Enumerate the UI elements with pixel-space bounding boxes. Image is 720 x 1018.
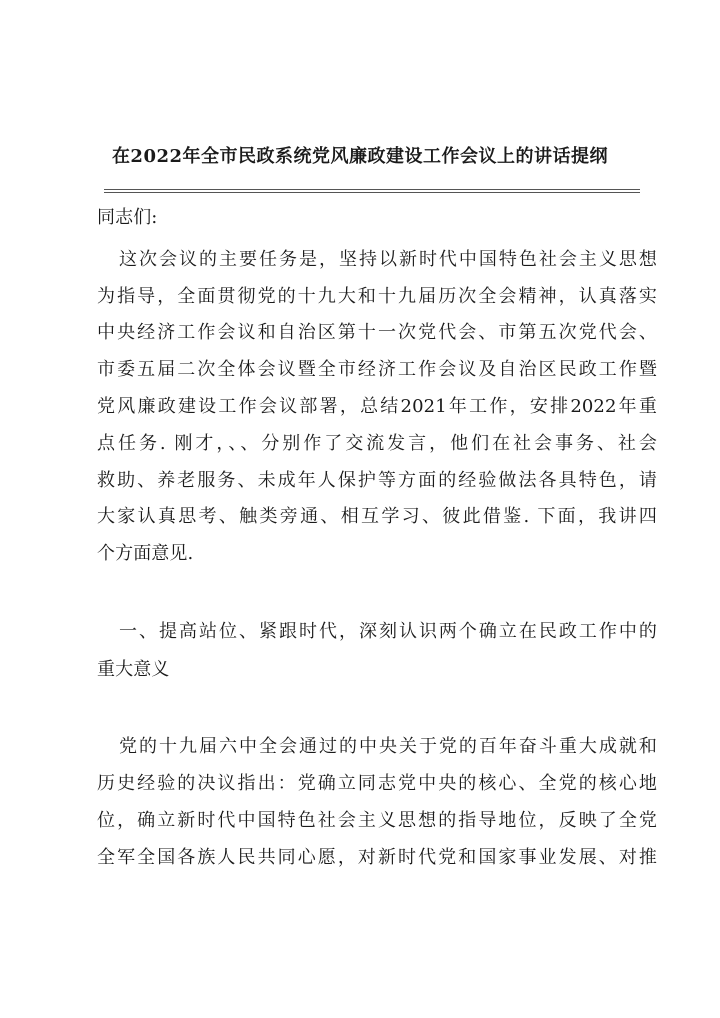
paragraph-2-line: 历史经验的决议指出：党确立同志党中央的核心、全党的核心地 — [97, 773, 657, 794]
paragraph-1-line: 党风廉政建设工作会议部署，总结2021年工作，安排2022年重 — [97, 396, 657, 417]
paragraph-1-line: 中央经济工作会议和自治区第十一次党代会、市第五次党代会、 — [97, 322, 657, 343]
document-title: 在2022年全市民政系统党风廉政建设工作会议上的讲话提纲 — [111, 146, 609, 167]
section-heading-line: 一、提高站位、紧跟时代，深刻认识两个确立在民政工作中的 — [119, 621, 657, 642]
paragraph-2-line: 全军全国各族人民共同心愿，对新时代党和国家事业发展、对推 — [97, 847, 657, 868]
paragraph-1-line: 点任务. 刚才，、、分别作了交流发言，他们在社会事务、社会 — [97, 433, 657, 454]
title-double-rule — [104, 189, 640, 193]
paragraph-1-line: 救助、养老服务、未成年人保护等方面的经验做法各具特色，请 — [97, 470, 657, 491]
paragraph-2-line: 党的十九届六中全会通过的中央关于党的百年奋斗重大成就和 — [119, 736, 657, 757]
paragraph-2-line: 位，确立新时代中国特色社会主义思想的指导地位，反映了全党 — [97, 810, 657, 831]
paragraph-1-line: 市委五届二次全体会议暨全市经济工作会议及自治区民政工作暨 — [97, 359, 657, 380]
greeting: 同志们: — [97, 207, 158, 228]
paragraph-1-line: 个方面意见. — [97, 543, 194, 564]
paragraph-1-line: 为指导，全面贯彻党的十九大和十九届历次全会精神，认真落实 — [97, 286, 657, 307]
paragraph-1-line: 这次会议的主要任务是，坚持以新时代中国特色社会主义思想 — [119, 249, 657, 270]
section-heading-line: 重大意义 — [97, 659, 170, 680]
paragraph-1-line: 大家认真思考、触类旁通、相互学习、彼此借鉴. 下面，我讲四 — [97, 506, 657, 527]
